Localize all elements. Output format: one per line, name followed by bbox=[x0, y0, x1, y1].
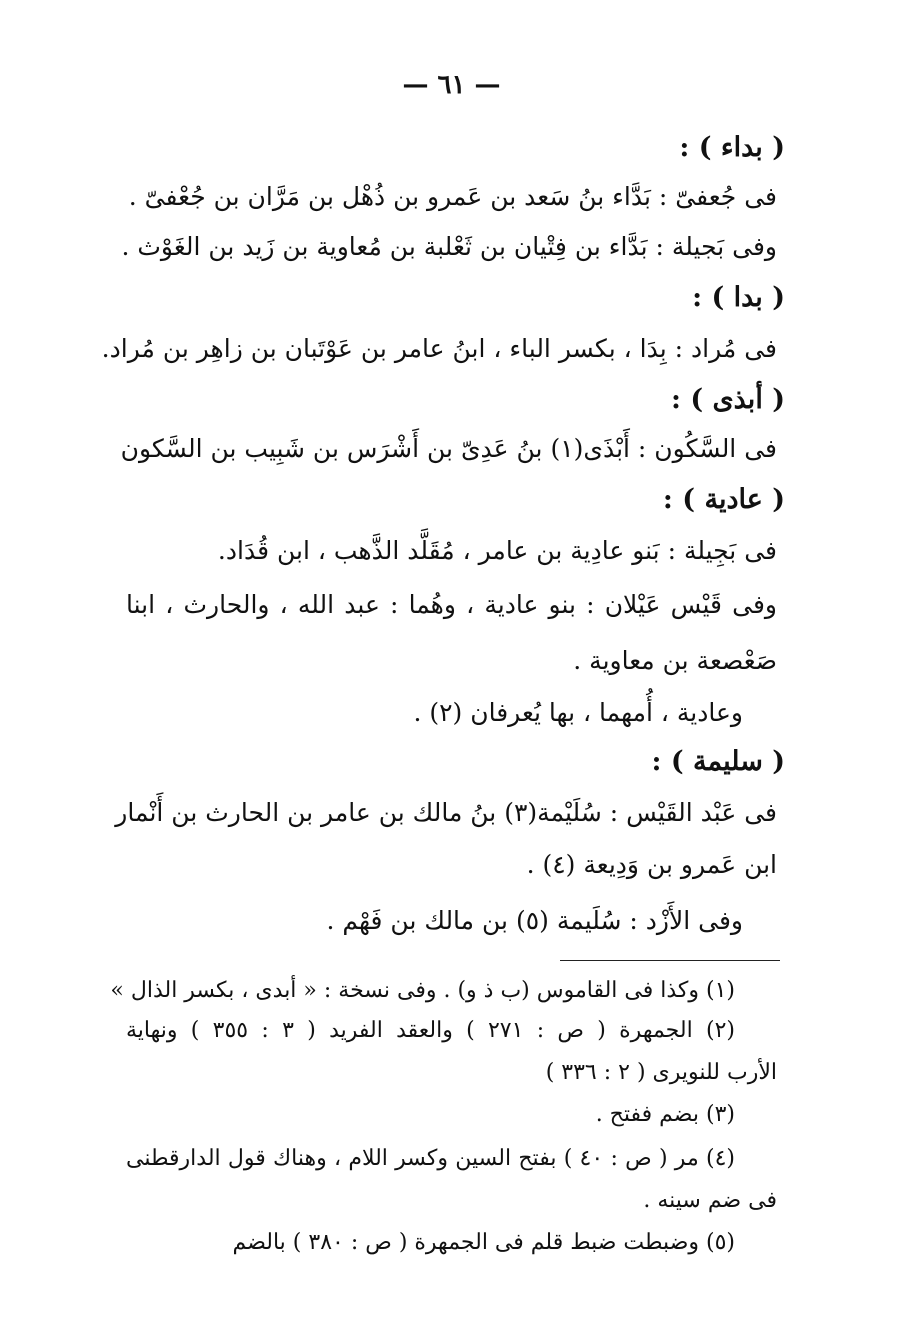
entry-line: فى عَبْد القَيْس : سُلَيْمة(٣) بنُ مالك بن عامر بن الحارث بن أَنْمار bbox=[115, 798, 777, 827]
entry-heading-bida: ( بدا ) : bbox=[692, 282, 785, 313]
entry-line: فى مُراد : بِدَا ، بكسر الباء ، ابنُ عامر بن عَوْتَبان بن زاهِر بن مُراد. bbox=[101, 334, 777, 363]
entry-line: وفى الأَزْد : سُلَيمة (٥) بن مالك بن فَهْم . bbox=[326, 906, 743, 935]
entry-line: فى السَّكُون : أَبْذَى(١) بنُ عَدِىّ بن أَشْرَس بن شَبِيب بن السَّكون bbox=[120, 434, 777, 463]
entry-line: وفى قَيْس عَيْلان : بنو عادية ، وهُما : عبد الله ، والحارث ، ابنا bbox=[126, 590, 777, 619]
entry-line: فى بَجِيلة : بَنو عادِية بن عامر ، مُقَلَّد الذَّهب ، ابن قُدَاد. bbox=[217, 536, 777, 565]
entry-line: وعادية ، أُمهما ، بها يُعرفان (٢) . bbox=[413, 698, 743, 727]
entry-line: ابن عَمرو بن وَدِيعة (٤) . bbox=[526, 850, 777, 879]
entry-line: فى جُعفىّ : بَدَّاء بنُ سَعد بن عَمرو بن ذُهْل بن مَرَّان بن جُعْفىّ . bbox=[128, 182, 777, 211]
footnote-1: (١) وكذا فى القاموس (ب ذ و) . وفى نسخة : « أبدى ، بكسر الذال » bbox=[110, 978, 735, 1003]
page-number: — ٦١ — bbox=[402, 70, 501, 100]
footnote-3: (٣) بضم ففتح . bbox=[595, 1102, 735, 1127]
footnote-2-continued: الأرب للنويرى ( ٢ : ٣٣٦ ) bbox=[545, 1060, 777, 1085]
footnote-4: (٤) مر ( ص : ٤٠ ) بفتح السين وكسر اللام ، وهناك قول الدارقطنى bbox=[126, 1146, 735, 1171]
entry-line: صَعْصعة بن معاوية . bbox=[573, 646, 777, 675]
footnote-5: (٥) وضبطت ضبط قلم فى الجمهرة ( ص : ٣٨٠ ) بالضم bbox=[232, 1230, 735, 1255]
entry-heading-sulayma: ( سليمة ) : bbox=[651, 746, 785, 777]
footnote-divider bbox=[560, 960, 780, 961]
entry-heading-abdha: ( أبذى ) : bbox=[670, 384, 785, 415]
footnote-4-continued: فى ضم سينه . bbox=[643, 1188, 777, 1213]
footnote-2: (٢) الجمهرة ( ص : ٢٧١ ) والعقد الفريد ( ٣ : ٣٥٥ ) ونهاية bbox=[126, 1018, 735, 1043]
entry-line: وفى بَجيلة : بَدَّاء بن فِتْيان بن ثَعْلبة بن مُعاوية بن زَيد بن الغَوْث . bbox=[121, 232, 777, 261]
entry-heading-badda: ( بداء ) : bbox=[679, 132, 785, 163]
entry-heading-adiya: ( عادية ) : bbox=[662, 484, 785, 515]
